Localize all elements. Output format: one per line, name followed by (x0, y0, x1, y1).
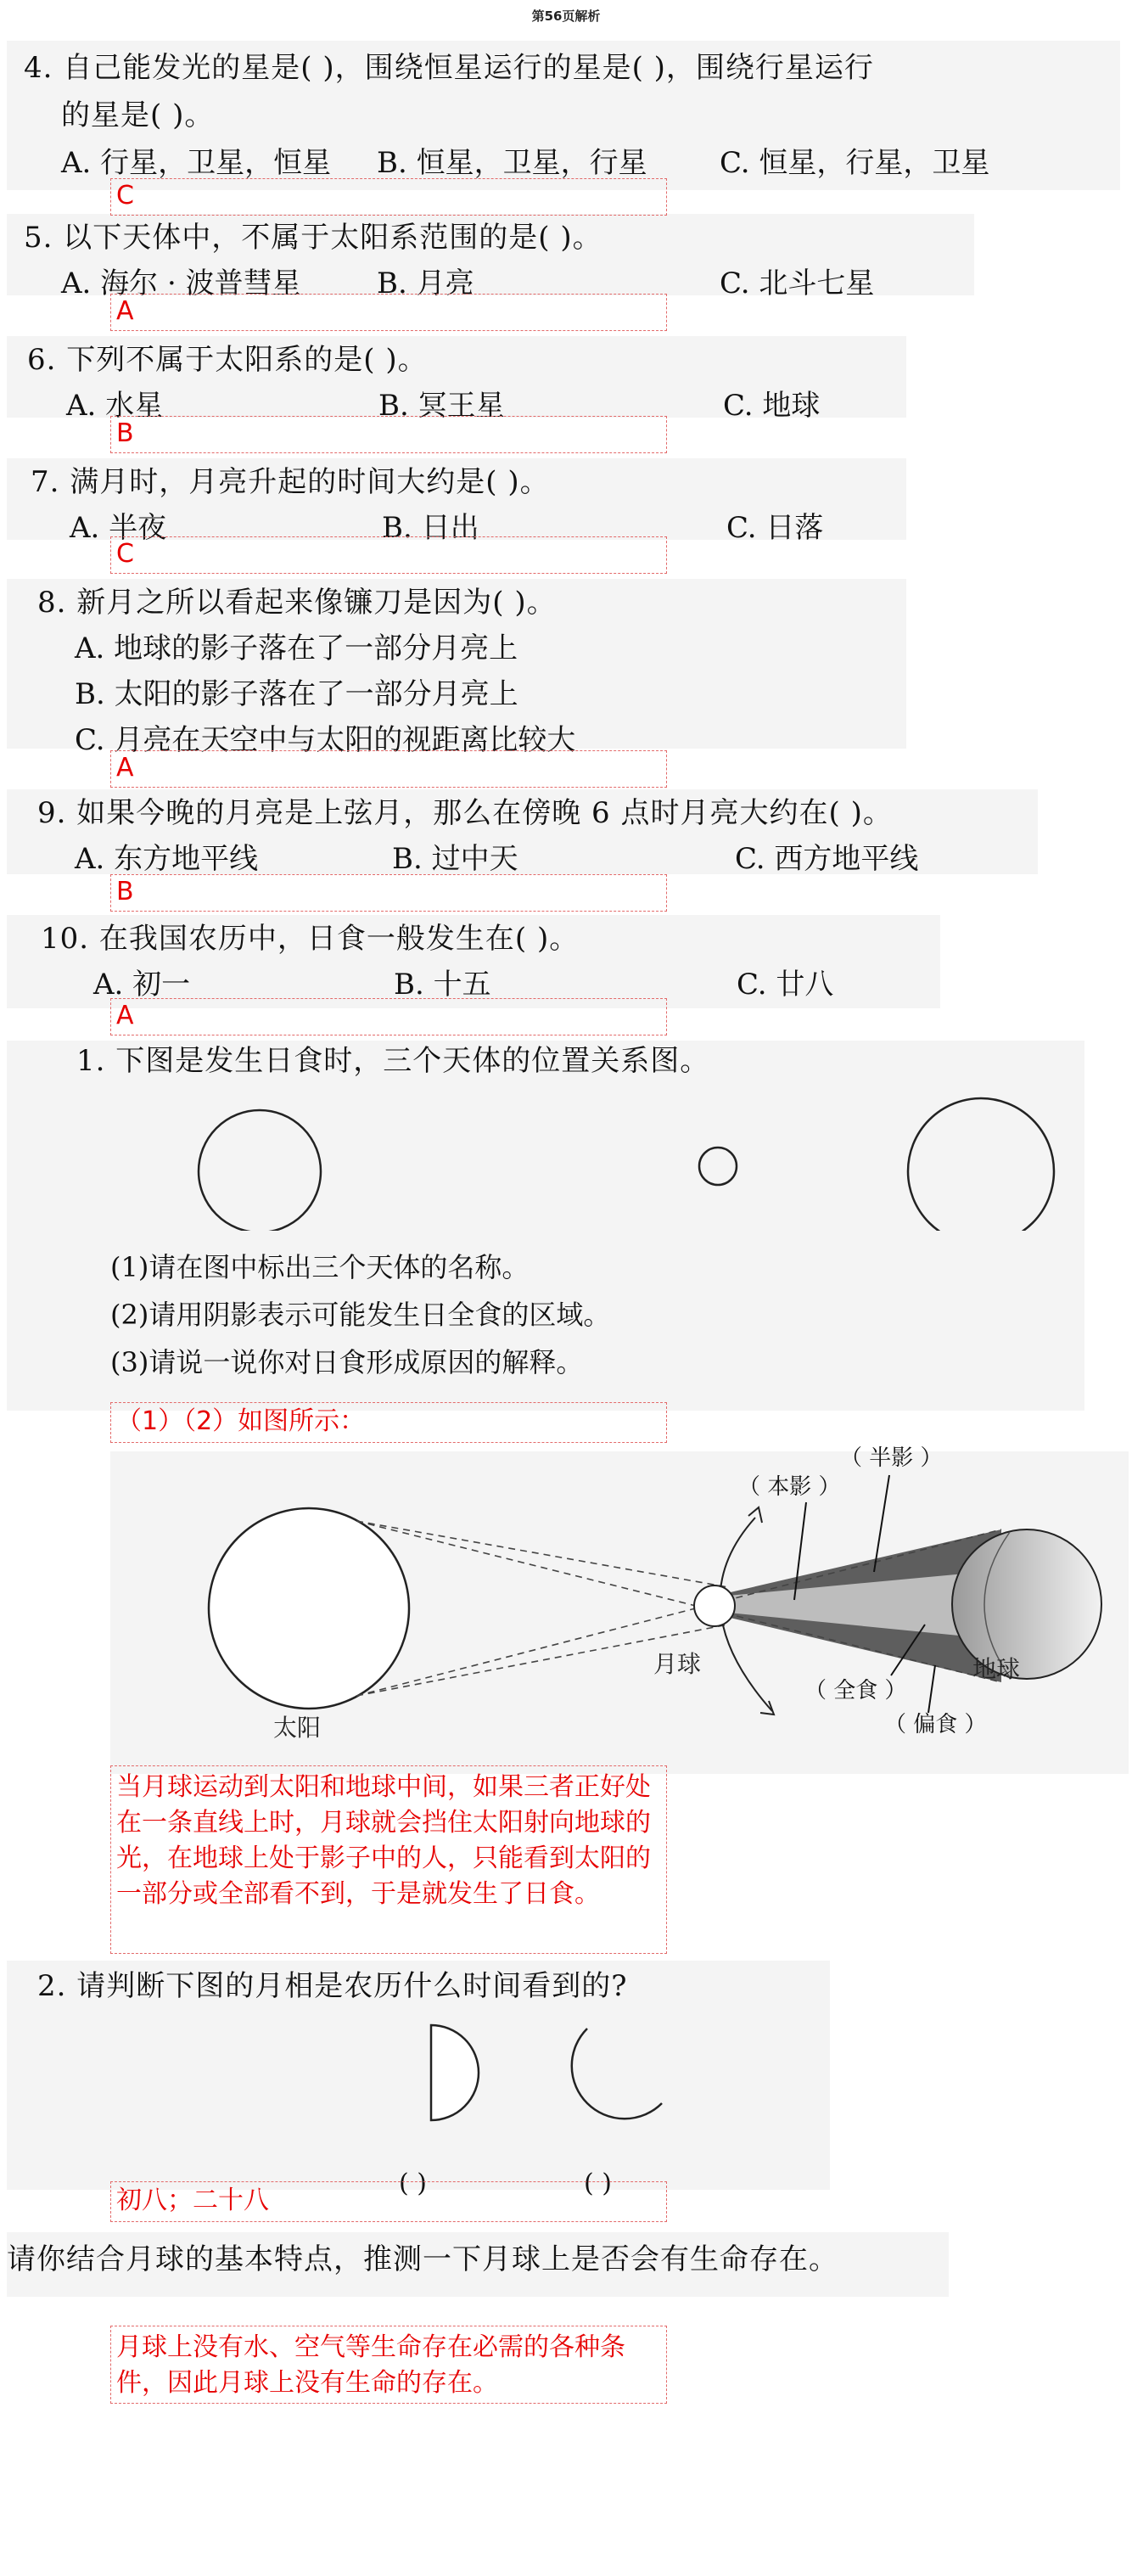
question-4-option-a: A. 行星，卫星，恒星 (61, 146, 332, 180)
question-10-option-a: A. 初一 (93, 968, 191, 1002)
umbra-label: （ 本影 ） (738, 1474, 841, 1500)
sun-outline (199, 1110, 321, 1231)
total-eclipse-label: （ 全食 ） (804, 1678, 907, 1703)
question-4-text-cont: 的星是( )。 (61, 98, 215, 132)
moon-outline (699, 1148, 737, 1185)
question-5-text: 5. 以下天体中，不属于太阳系范围的是( )。 (24, 221, 602, 255)
moon-label: 月球 (653, 1650, 702, 1678)
question-10-answer: A (110, 998, 667, 1035)
eclipse-blank-diagram (0, 1078, 1132, 1231)
moonphase-blank-2: ( ) (584, 2169, 612, 2198)
question-6-option-c: C. 地球 (723, 389, 821, 423)
eclipse-sub-2: (2)请用阴影表示可能发生日全食的区域。 (110, 1299, 611, 1331)
eclipse-sub-3: (3)请说一说你对日食形成原因的解释。 (110, 1346, 584, 1378)
question-7-answer: C (110, 536, 667, 574)
moonphase-answer: 初八；二十八 (110, 2181, 667, 2222)
question-8-text: 8. 新月之所以看起来像镰刀是因为( )。 (37, 586, 557, 620)
sun-label: 太阳 (273, 1714, 322, 1742)
question-9-option-c: C. 西方地平线 (735, 842, 919, 876)
question-7-option-a: A. 半夜 (70, 511, 167, 545)
question-5-option-c: C. 北斗七星 (720, 267, 875, 300)
partial-eclipse-label: （ 偏食 ） (884, 1712, 987, 1737)
question-7-text: 7. 满月时，月亮升起的时间大约是( )。 (31, 465, 550, 499)
question-6-option-a: A. 水星 (66, 389, 164, 423)
moonphase-question-title: 2. 请判断下图的月相是农历什么时间看到的? (37, 1969, 628, 2003)
penumbra-label: （ 半影 ） (840, 1445, 943, 1471)
question-5-option-a: A. 海尔 · 波普彗星 (61, 267, 301, 300)
question-8-answer: A (110, 750, 667, 788)
partial-pointer (928, 1665, 935, 1713)
orbit-arrow-bottom (760, 1701, 774, 1715)
question-5-option-b: B. 月亮 (377, 267, 474, 300)
question-9-option-a: A. 东方地平线 (75, 842, 259, 876)
page-title: 第56页解析 (531, 8, 601, 24)
question-6-option-b: B. 冥王星 (378, 389, 505, 423)
question-10-option-c: C. 廿八 (737, 968, 834, 1002)
moonphase-diagram (407, 2012, 696, 2139)
question-8-option-c: C. 月亮在天空中与太阳的视距离比较大 (75, 723, 576, 757)
question-9-answer: B (110, 874, 667, 912)
question-10-text: 10. 在我国农历中，日食一般发生在( )。 (41, 922, 580, 956)
earth-outline (908, 1098, 1054, 1231)
ray-line (356, 1521, 728, 1587)
orbit-arrow-top (748, 1507, 762, 1523)
question-8-option-a: A. 地球的影子落在了一部分月亮上 (75, 631, 518, 665)
first-quarter-moon-icon (431, 2025, 479, 2120)
question-7-option-c: C. 日落 (726, 511, 824, 545)
crescent-moon-icon (572, 2029, 662, 2119)
question-9-text: 9. 如果今晚的月亮是上弦月，那么在傍晚 6 点时月亮大约在( )。 (37, 796, 893, 830)
eclipse-question-title: 1. 下图是发生日食时，三个天体的位置关系图。 (76, 1044, 710, 1078)
life-question-title: 请你结合月球的基本特点，推测一下月球上是否会有生命存在。 (7, 2242, 838, 2276)
sun-circle (209, 1508, 409, 1709)
moon-circle (694, 1585, 735, 1626)
question-4-answer: C (110, 178, 667, 216)
question-6-text: 6. 下列不属于太阳系的是( )。 (27, 343, 428, 377)
eclipse-answer-diagram (110, 1443, 1120, 1782)
question-9-option-b: B. 过中天 (392, 842, 518, 876)
life-answer: 月球上没有水、空气等生命存在必需的各种条件，因此月球上没有生命的存在。 (110, 2326, 667, 2404)
question-8-option-b: B. 太阳的影子落在了一部分月亮上 (75, 677, 518, 711)
moonphase-blank-1: ( ) (399, 2169, 427, 2198)
eclipse-sub-1: (1)请在图中标出三个天体的名称。 (110, 1251, 530, 1283)
eclipse-explanation: 当月球运动到太阳和地球中间，如果三者正好处在一条直线上时，月球就会挡住太阳射向地球的光，在地球上处于影子中的人，只能看到太阳的一部分或全部看不到，于是就发生了日食。 (110, 1765, 667, 1954)
question-6-answer: B (110, 416, 667, 453)
question-5-answer: A (110, 294, 667, 331)
earth-label: 地球 (972, 1655, 1021, 1683)
question-4-option-c: C. 恒星，行星，卫星 (720, 146, 990, 180)
question-4-text: 4. 自己能发光的星是( )，围绕恒星运行的星是( )，围绕行星运行 (24, 51, 874, 85)
question-7-option-b: B. 日出 (382, 511, 479, 545)
eclipse-answer-label: （1）（2）如图所示： (110, 1402, 667, 1443)
question-4-option-b: B. 恒星，卫星，行星 (377, 146, 647, 180)
question-10-option-b: B. 十五 (394, 968, 491, 1002)
